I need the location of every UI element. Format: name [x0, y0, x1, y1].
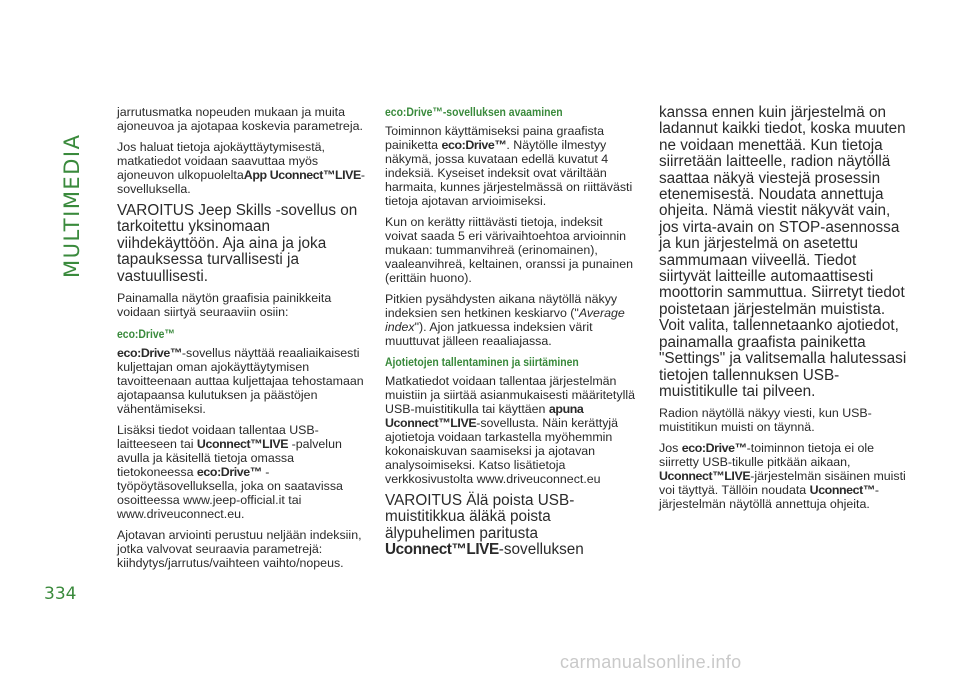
paragraph: Jos eco:Drive™-toiminnon tietoja ei ole siirretty USB-tikulle pitkään aikaan, Uconnect™LIVE-järjestelmän sisäinen muisti voi täyttyä. Tällöin noudata Uconnect™-järjestelmän näytöllä annettuja ohjeita.	[659, 441, 906, 512]
warning-note: VAROITUS Älä poista USB-muistitikkua äläkä poista älypuhelimen paritusta Uconnect™LIVE-sovelluksen	[385, 492, 584, 559]
paragraph: Pitkien pysähdysten aikana näytöllä näkyy indeksien sen hetkinen keskiarvo ("Average index"). Ajon jatkuessa indeksien värit muuttuvat jälleen reaaliajassa.	[385, 292, 625, 348]
paragraph: Painamalla näytön graafisia painikkeita voidaan siirtyä seuraaviin osiin:	[117, 291, 332, 320]
column-1	[117, 105, 367, 577]
paragraph: Toiminnon käyttämiseksi paina graafista painiketta eco:Drive™. Näytölle ilmestyy näkymä, jossa kuvataan edellä kuvatut 4 indeksiä. Kyseiset indeksit ovat väriltään harmaita, kunnes järjestelmässä on riittävästi tietoja ajotavan arvioimiseksi.	[385, 124, 633, 208]
paragraph: Jos haluat tietoja ajokäyttäytymisestä, matkatiedot voidaan saavuttaa myös ajoneuvon ulkopuoleltaApp Uconnect™LIVE-sovelluksella.	[117, 140, 366, 196]
paragraph: eco:Drive™-sovellus näyttää reaaliaikaisesti kuljettajan oman ajokäyttäytymisen tavoitteenaan auttaa kuljettajaa tehostamaan ajotapaansa kulutuksen ja päästöjen vähentämiseksi.	[117, 346, 364, 417]
paragraph: Lisäksi tiedot voidaan tallentaa USB-laitteeseen tai Uconnect™LIVE -palvelun avulla ja käsitellä tietoja omassa tietokoneessa eco:Drive™ -työpöytäsovelluksella, joka on saatavissa osoitteessa www.jeep-official.it tai www.driveuconnect.eu.	[117, 423, 343, 522]
paragraph: jarrutusmatka nopeuden mukaan ja muita ajoneuvoa ja ajotapaa koskevia parametreja.	[117, 105, 363, 133]
column-2	[385, 105, 637, 565]
page-number: 334	[44, 584, 77, 604]
watermark-text: carmanualsonline.info	[560, 652, 742, 672]
section-side-label	[46, 100, 96, 280]
section-heading: Ajotietojen tallentaminen ja siirtäminen	[385, 355, 579, 369]
paragraph: Matkatiedot voidaan tallentaa järjestelmän muistiin ja siirtää asianmukaisesti määritetyllä USB-muistitikulla tai käyttäen apuna Uconnect™LIVE-sovellusta. Näin kerättyjä ajotietoja voidaan tarkastella myöhemmin kokonaiskuvan saamiseksi ja ajotavan analysoimiseksi. Katso lisätietoja verkkosivustolta www.driveuconnect.eu	[385, 374, 635, 486]
paragraph: Ajotavan arviointi perustuu neljään indeksiin, jotka valvovat seuraavia parametrejä: kiihdytys/jarrutus/vaihteen vaihto/nopeus.	[117, 528, 362, 571]
paragraph: Kun on kerätty riittävästi tietoja, indeksit voivat saada 5 eri värivaihtoehtoa arvioinnin mukaan: tummanvihreä (erinomainen), vaaleanvihreä, keltainen, oranssi ja punainen (erittäin huono).	[385, 215, 633, 285]
section-heading: eco:Drive™-sovelluksen avaaminen	[385, 105, 563, 119]
paragraph: kanssa ennen kuin järjestelmä on ladannut kaikki tiedot, koska muuten ne voidaan menettää. Kun tietoja siirretään laitteelle, radion näytöllä saattaa näkyä viestejä prosessin etenemisestä. Noudata annettuja ohjeita. Nämä viestit näkyvät vain, jos virta-avain on STOP-asennossa ja kun järjestelmä on asetettu sammumaan viiveellä. Tiedot siirtyvät laitteille automaattisesti moottorin sammuttua. Siirretyt tiedot poistetaan järjestelmän muistista. Voit valita, tallennetaanko ajotiedot, painamalla graafista painiketta "Settings" ja valitsemalla halutessasi tietojen tallennuksen USB-muistitikulle tai pilveen.	[659, 104, 907, 400]
column-3	[659, 105, 909, 518]
warning-note: VAROITUS Jeep Skills -sovellus on tarkoitettu yksinomaan viihdekäyttöön. Aja aina ja joka tapauksessa turvallisesti ja vastuullisesti.	[117, 202, 358, 285]
section-heading: eco:Drive™	[117, 327, 175, 342]
paragraph: Radion näytöllä näkyy viesti, kun USB-muistitikun muisti on täynnä.	[659, 406, 872, 435]
side-label-text: MULTIMEDIA	[60, 133, 84, 278]
